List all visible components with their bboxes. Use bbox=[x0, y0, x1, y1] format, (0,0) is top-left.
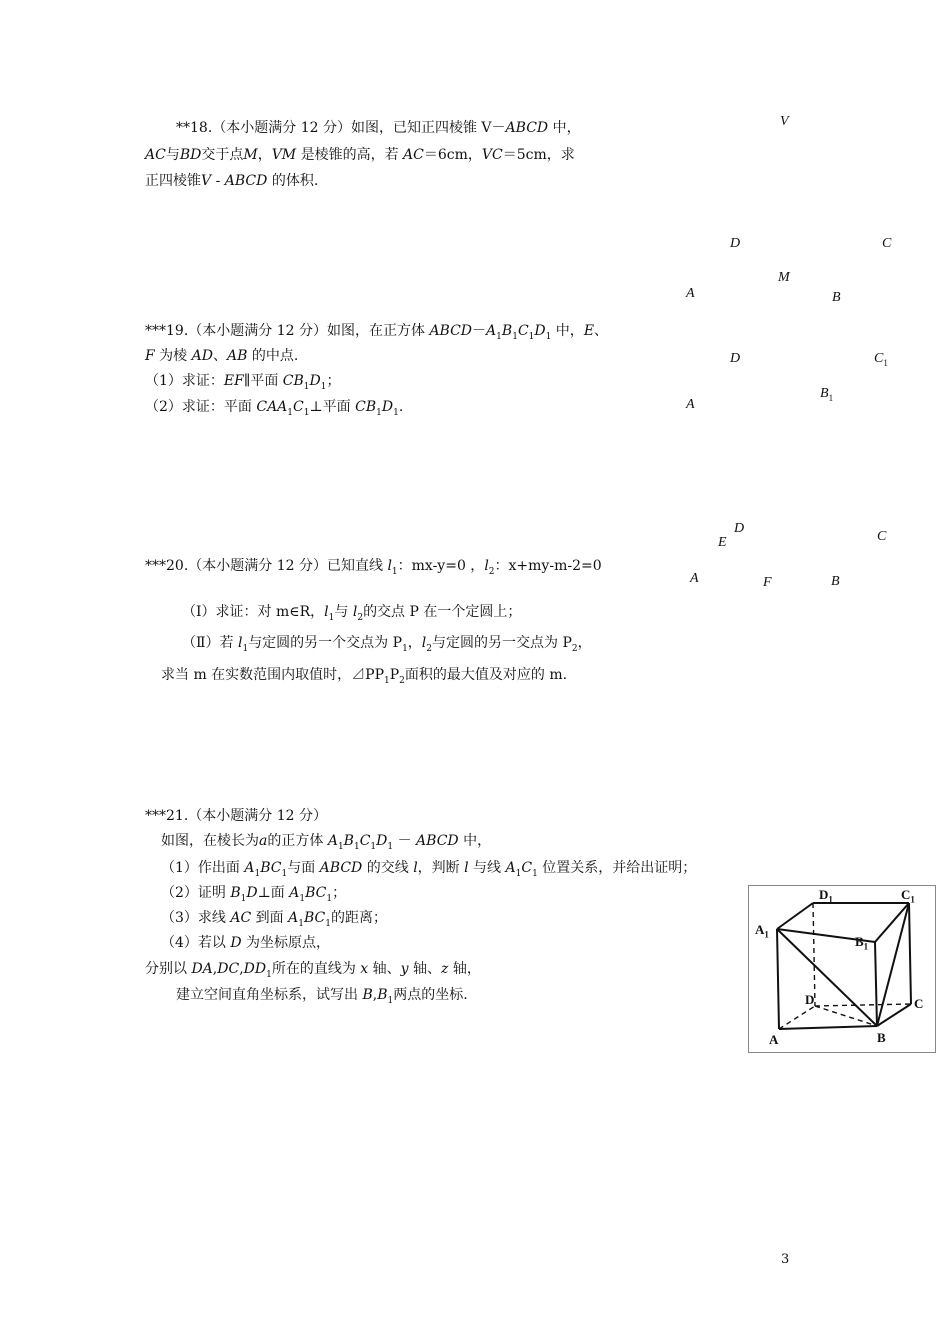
label-C1: $C_1$ bbox=[901, 887, 915, 905]
label-B: B bbox=[832, 290, 841, 305]
label-A: A bbox=[686, 286, 695, 301]
p18-line2: AC与BD交于点M，VM 是棱锥的高，若 AC＝6cm，VC＝5cm，求 bbox=[145, 147, 575, 163]
label-C1: $C_1$ bbox=[874, 351, 888, 368]
cube-diagram bbox=[749, 886, 935, 1052]
p20-line1: ***20.（本小题满分 12 分）已知直线 $l_1$：mx-y=0 ，$l_2$：x+my-m-2=0 bbox=[145, 558, 602, 577]
p20-line2: （Ⅰ）求证：对 m∈R，$l_1$与 $l_2$的交点 P 在一个定圆上； bbox=[182, 604, 522, 623]
p19-line3: （1）求证：EF∥平面 $CB_1D_1$； bbox=[145, 373, 341, 392]
p21-line4: （2）证明 $B_1D\perp$面 $A_1BC_1$； bbox=[161, 885, 347, 904]
p21-line2: 如图，在棱长为a的正方体 $A_1B_1C_1D_1$ － ABCD 中， bbox=[161, 833, 492, 852]
label-C: C bbox=[877, 529, 887, 544]
label-A: A bbox=[690, 571, 699, 586]
label-D: D bbox=[805, 992, 815, 1007]
label-E: E bbox=[718, 535, 727, 550]
p18-line3: 正四棱锥V - ABCD 的体积. bbox=[145, 173, 319, 189]
p21-line1: ***21.（本小题满分 12 分） bbox=[145, 808, 327, 824]
p19-line2: F 为棱 AD、AB 的中点. bbox=[145, 348, 299, 364]
label-A: A bbox=[769, 1032, 779, 1047]
label-A: A bbox=[686, 397, 695, 412]
p21-line5: （3）求线 AC 到面 $A_1BC_1$的距离； bbox=[161, 910, 387, 929]
label-B1: $B_1$ bbox=[855, 934, 869, 952]
label-B: B bbox=[877, 1030, 886, 1045]
label-M: M bbox=[778, 270, 790, 285]
label-C: C bbox=[882, 236, 892, 251]
label-B1: $B_1$ bbox=[820, 386, 834, 403]
label-D: D bbox=[730, 351, 741, 366]
p19-line4: （2）求证：平面 $CAA_1C_1\perp$平面 $CB_1D_1$. bbox=[145, 399, 404, 418]
p21-line8: 建立空间直角坐标系，试写出 $B,B_1$两点的坐标. bbox=[176, 987, 468, 1006]
p20-line3: （Ⅱ）若 $l_1$与定圆的另一个交点为 $P_1$，$l_2$与定圆的另一交点为 $P_2$， bbox=[182, 635, 592, 654]
cube-figure bbox=[748, 885, 936, 1053]
p21-line6: （4）若以 D 为坐标原点， bbox=[161, 935, 331, 951]
label-C: C bbox=[914, 996, 924, 1011]
label-B: B bbox=[831, 574, 840, 589]
label-V: V bbox=[780, 114, 789, 129]
label-D1: $D_1$ bbox=[819, 887, 833, 905]
label-A1: $A_1$ bbox=[755, 922, 769, 940]
p20-line4: 求当 m 在实数范围内取值时，$⊿PP_1P_2$面积的最大值及对应的 m. bbox=[161, 667, 568, 686]
p21-line3: （1）作出面 $A_1BC_1$与面 ABCD 的交线 l，判断 l 与线 $A_1C_1$ 位置关系，并给出证明； bbox=[161, 860, 697, 879]
page-number: 3 bbox=[781, 1252, 790, 1267]
p18-line1: **18.（本小题满分 12 分）如图，已知正四棱锥 V－ABCD 中， bbox=[176, 120, 581, 136]
label-F: F bbox=[763, 575, 772, 590]
p19-line1: ***19.（本小题满分 12 分）如图，在正方体 $ABCD-A_1B_1C_1D_1$ 中，E、 bbox=[145, 323, 609, 342]
p21-line7: 分别以 $DA,DC,DD_1$所在的直线为 x 轴、y 轴、z 轴， bbox=[145, 961, 481, 980]
label-D: D bbox=[730, 236, 741, 251]
label-D: D bbox=[734, 521, 745, 536]
